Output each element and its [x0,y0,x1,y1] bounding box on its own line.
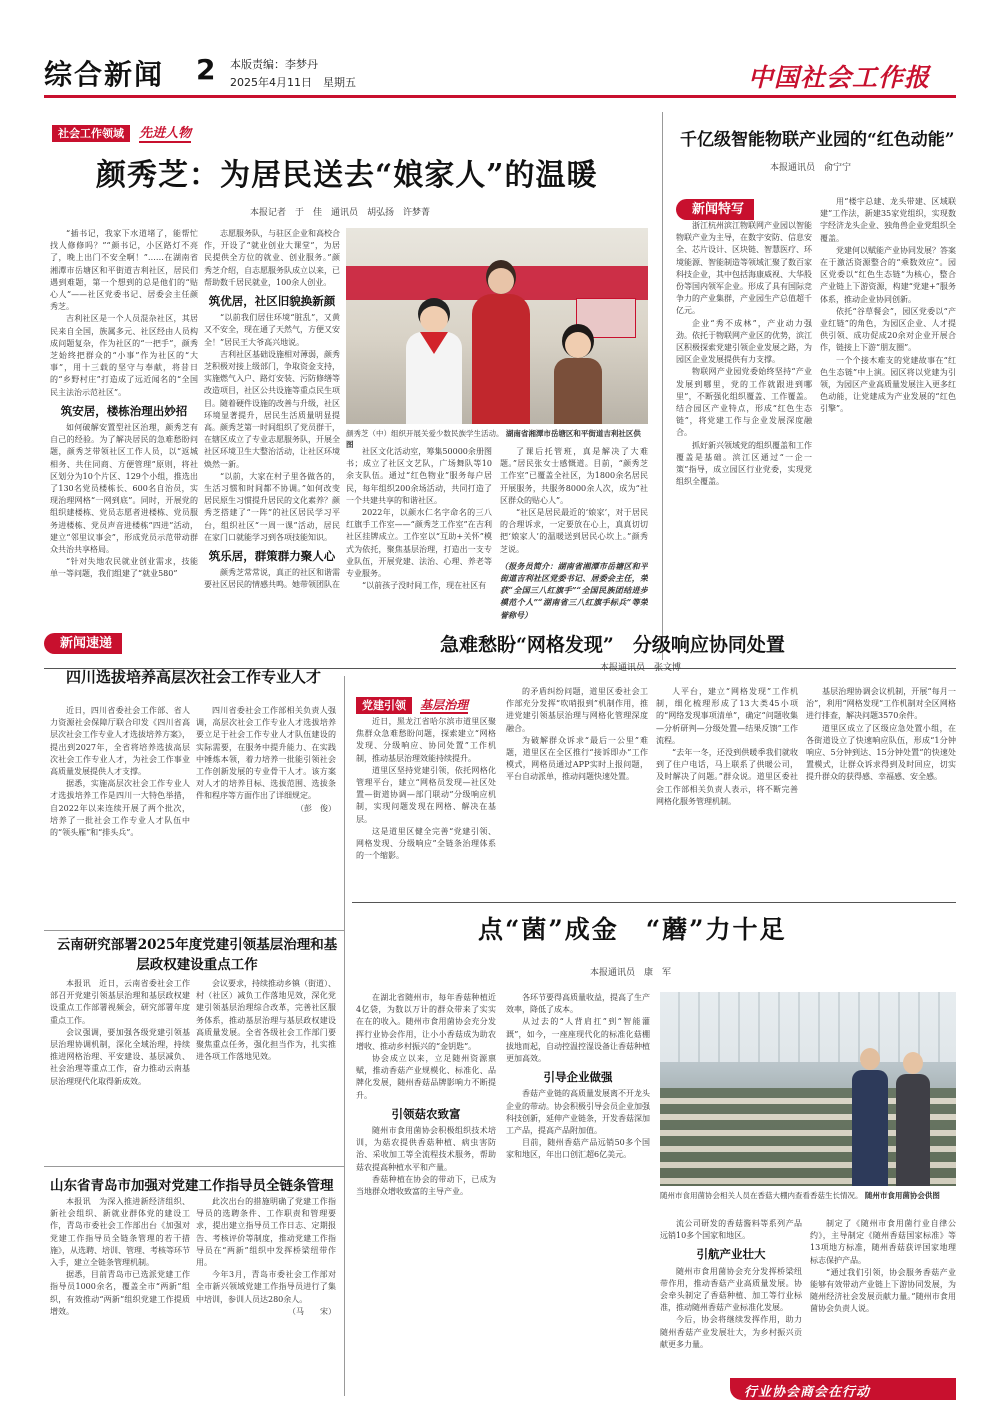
paragraph: 人平台，建立“网格发现”工作机制，细化梳理形成了13大类45小项的“网络发现事项清单”，确定“问题收集—分析研判—分级处置—结果反馈”工作流程。 [656,687,798,745]
paragraph: 流公司研发的香菇酱料等系列产品远销10多个国家和地区。 [660,1219,802,1241]
signature: （彭 俊） [296,803,336,813]
brief-2-col-a [50,978,190,1162]
paragraph: “以前孩子没时间工作，现在社区有 [362,581,487,591]
grid-col-2 [506,686,648,894]
paragraph: 会议强调，要加强各级党建引领基层治理协调机制，深化全域治理，持续推进网格治理、平安建设、基层减负、社会治理等重点工作，奋力推动云南基层治理现代化取得新成效。 [50,1027,190,1086]
person-girl [550,324,606,424]
brief-3-col-b [196,1196,336,1396]
subhead: 引导企业做强 [543,1070,613,1085]
paragraph: 浙江杭州滨江物联网产业园以智能物联产业为主导，在数字安防、信息安全、芯片设计、区块链、智慧医疗、环境能源、智能制造等领域汇聚了数百家科技企业，其中包括海康威视、大华股份等国内领军企业。形成了具有国际竞争力的产业集群，产业园生产总值超千亿元。 [676,221,812,316]
grid-byline: 本报通讯员 张文博 [600,663,682,673]
paragraph: 近日，黑龙江省哈尔滨市道里区聚焦群众急难愁盼问题，探索建立“网格发现、分级响应、协同处置”工作机制，推动基层治理效能持续提升。 [356,717,496,763]
divider [344,676,345,1396]
grid-col-3 [656,686,798,894]
footer-tag [730,1378,956,1400]
paragraph: 2022年，以颜水仁名字命名的三八红旗手工作室——“颜秀芝工作室”在吉利社区挂牌成立。工作室以“互助+关怀”模式为依托，聚焦基层治理，打造出一支专业队伍，开展党建、法治、心理、养老等专业服务。 [346,508,492,579]
paper-logo: 中国社会工作报 [748,63,931,92]
paragraph: 道里区坚持党建引领，依托网格化管理平台，建立“网格员发现—社区处置—街道协调—部门联动”分级响应机制，实现问题发现在网格、解决在基层。 [356,765,496,824]
section-title: 综合新闻 [44,58,165,91]
brief-title-1: 四川选拔培养高层次社会工作专业人才 [66,668,322,686]
grid-col-1 [356,716,496,894]
paragraph: “以前，大家在村子里各做各的，生活习惯和时间都不协调。”如何改变居民原生习惯提升居民的文化素养？颜秀芝搭建了“一阵”的社区居民学习平台，组织社区“一周一课”活动，居民在家门口就能学习到各项技能知识。 [204,471,340,542]
masthead [0,0,1000,100]
mushroom-photo [660,992,956,1186]
person-boy [404,298,464,424]
brief-2-col-b [196,978,336,1162]
mushroom-col-1 [356,992,496,1358]
paragraph: 党建何以赋能产业协同发展？答案在于激活资源整合的“乘数效应”。园区党委以“红色生态链”为核心，整合产业链上下游资源，构建“党建+”服务体系，推动企业协同创新。 [820,245,956,304]
paragraph: 物联网产业园党委始终坚持“产业发展到哪里，党的工作就跟进到哪里”，不断强化组织覆盖、工作覆盖。结合园区产业特点，形成“红色生态链”，将党建工作与企业发展深度融合。 [676,367,812,438]
photo-credit: 随州市食用菌协会供图 [864,1191,940,1200]
masthead-rule [44,95,956,98]
paragraph: 吉利社区基础设施相对薄弱，颜秀芝积极对接上级部门，争取资金支持，实施燃气入户、路灯安装、污防修缮等改造项目，社区公共设施等重点民生项目。随着硬件设施的改善与升级，社区环境显著提升，居民生活质量明显提高。颜秀芝第一时间组织了党员群干，在辖区成立了专业志愿服务队，开展全社区环境卫生大整治活动，让社区环境焕然一新。 [204,349,340,469]
paragraph: 会议要求，持续推动乡镇（街道）、村（社区）减负工作落地见效，深化党建引领基层治理综合改革，完善社区服务体系，推动基层治理与基层政权建设高质量发展。全省各级社会工作部门要聚焦重点任务，强化担当作为，扎实推进各项工作落地见效。 [196,979,336,1062]
right-tag [676,198,754,217]
mushroom-photo-caption [660,1190,956,1201]
brief-tag [44,632,122,651]
paragraph: 据悉，目前青岛市已选派党建工作指导员1000余名，覆盖全市“两新”组织，有效推动“两新”组织党建工作提质增效。 [50,1270,190,1316]
photo-credit: 湖南省湘潭市岳塘区和平街道吉利社区供图 [346,429,641,449]
paragraph: “针对失地农民就业创业需求，技能单一等问题，我们组建了“就业580” [50,557,198,579]
paragraph: 制定了《随州市食用菌行业自律公约》，主导制定《随州香菇国家标准》等13项地方标准，随州香菇获评国家地理标志保护产品。 [810,1219,956,1265]
news-feature-badge: 新闻特写 [676,199,754,220]
page-number: 2 [196,53,216,86]
paragraph: 抓好新兴领域党的组织覆盖和工作覆盖是基础。滨江区通过“一企一策”指导，成立园区行业党委，实现党组织全覆盖。 [676,440,812,487]
editor: 本版责编：李梦丹 [230,58,318,71]
footer-tag-text: 行业协会商会在行动 [744,1385,871,1400]
paragraph: 这是道里区健全完善“党建引领、网格发现、分级响应”全链条治理体系的一个缩影。 [356,826,496,861]
paragraph: 企业“秀不成林”，产业动力强劲。依托于物联网产业区的优势，滨江区积极探索党建引领企业发展之路，为园区企业发展提供有力支撑。 [676,318,812,365]
paragraph: 为破解群众诉求“最后一公里”难题，道里区在全区推行“接诉即办”工作模式，网格员通过APP实时上报问题，平台自动派单，推动问题快速处置。 [506,735,648,782]
paragraph: “插书记，我家下水道堵了，能帮忙找人修修吗？”“颜书记，小区路灯不亮了，晚上出门不安全啊！”……在湖南省湘潭市岳塘区和平街道吉利社区，居民们遇到难题，第一个想到的总是他们的“贴心人”——社区党委书记、居委会主任颜秀芝。 [50,229,198,312]
paragraph: “以前我们居住环境“脏乱”，又黄又不安全，现在通了天然气，方便又安全！”居民王大爷高兴地说。 [204,313,340,347]
paragraph: 依托“谷草餐会”，园区党委以“产业红链”的角色，为园区企业、人才提供引领、成功促成20余对企业开展合作，链接上下游“朋友圈”。 [820,306,956,353]
subhead: 筑优居，社区旧貌换新颜 [208,294,336,309]
subhead: 引领菇农致富 [391,1106,461,1121]
person-guide [850,1048,890,1186]
lead-photo [346,228,648,424]
paragraph: 吉利社区是一个人员混杂社区，其居民来自全国，族属多元、社区经由人员构成问题复杂，作为社区的“一把手”，颜秀芝始终把群众的“小事”作为社区的“大事”，用十三载的坚守与奉献，将昔日的“乡野村庄”打造成了远近闻名的“全国民主法治示范社区”。 [50,314,198,397]
issue-date: 2025年4月11日 星期五 [230,76,356,89]
lead-col-2 [204,228,340,660]
paragraph: 协会成立以来，立足随州资源禀赋，推动香菇产业规模化、标准化、品牌化发展，随州香菇品牌影响力不断提升。 [356,1054,496,1100]
subhead: 引航产业壮大 [696,1247,766,1262]
lead-label-type: 先进人物 [139,126,192,141]
lead-label-tag: 社会工作领域 [52,125,130,142]
paragraph: “通过我们引领，协会服务香菇产业能够有效带动产业链上下游协同发展，为随州经济社会发展贡献力量。”随州市食用菌协会负责人说。 [810,1267,956,1314]
paragraph: 据悉，实施高层次社会工作专业人才选拔培养工作是四川一大特色举措，自2022年以来连续开展了两个批次，培养了一批社会工作专业人才队伍中的“领头雁”和“排头兵”。 [50,779,190,838]
right-title: 千亿级智能物联产业园的“红色动能” [680,130,955,150]
news-brief-badge: 新闻速递 [44,633,122,654]
lead-label [52,122,191,141]
paragraph: 了课后托管班，真是解决了大难题。”居民张女士感慨道。目前，“颜秀芝工作室”已覆盖全社区，为1800余名居民开展服务，共服务8000余人次，成为“社区群众的贴心人”。 [500,447,648,505]
caption-text: 随州市食用菌协会相关人员在香菇大棚内查看香菇生长情况。 [660,1191,863,1200]
paragraph: 的矛盾纠纷问题，道里区委社会工作部充分发挥“吹哨报到”机制作用，推进党建引领基层治理与网格化管理深度融合。 [506,687,648,733]
brief-1-col-b [196,705,336,925]
paragraph: “社区是居民最近的‘娘家’，对于居民的合理诉求，一定要放在心上，真真切切把‘娘家人’的温暖送到居民心坎上。”颜秀芝说。 [500,508,648,554]
subhead: 筑安居，楼栋治理出妙招 [60,403,188,418]
grid-tag-1: 党建引领 [356,697,412,714]
paragraph: 在湖北省随州市，每年香菇种植近4亿袋，为数以万计的群众带来了实实在在的收入。随州市食用菌协会充分发挥行业协会作用，让小小香菇成为助农增收、推动乡村振兴的“金钥匙”。 [356,993,496,1051]
paragraph: 本报讯 近日，云南省委社会工作部召开党建引领基层治理和基层政权建设重点工作部署视频会，研究部署年度重点工作。 [50,979,190,1025]
divider [44,1166,344,1167]
caption-text: 颜秀芝（中）组织开展关爱少数民族学生活动。 [346,429,504,438]
paragraph: 用“楼宇总建、龙头带建、区域联建”工作法，新建35家党组织，实现数字经济龙头企业、独角兽企业党组织全覆盖。 [820,197,956,243]
paragraph: 从过去的“人背肩扛”到“智能灌溉”，如今，一座座现代化的标准化菇棚拔地而起，自动控温控湿设备让香菇种植更加高效。 [506,1017,650,1064]
paragraph: 道里区成立了区级应急处置小组，在各街道设立了快速响应队伍，形成“1分钟响应、5分钟到达、15分钟处置”的快速处置模式，让群众诉求得到及时回应，切实提升群众的获得感、幸福感、安全感。 [806,723,956,782]
lead-title: 颜秀芝：为居民送去“娘家人”的温暖 [96,158,598,193]
paragraph: 各环节要得高质量收益，提高了生产效率，降低了成本。 [506,993,650,1015]
subhead: 筑乐居，群策群力聚人心 [208,549,336,564]
person-woman [466,260,536,424]
lead-col-3 [346,446,492,660]
divider [44,930,344,931]
lead-byline: 本报记者 于 佳 通讯员 胡弘扬 许梦菁 [250,208,431,218]
paragraph: 今年3月，青岛市委社会工作部对全市新兴领域党建工作指导员进行了集中培训，参训人员达280余人。 [196,1270,336,1304]
paragraph: 今后，协会将继续发挥作用，助力随州香菇产业发展壮大，为乡村振兴贡献更多力量。 [660,1315,802,1349]
lead-col-4 [500,446,648,660]
lead-col-1 [50,228,198,660]
paragraph: 志愿服务队，与驻区企业和高校合作，开设了“就业创业大课堂”，为居民提供全方位的就业、创业服务。”颜秀芝介绍，自志愿服务队成立以来，已帮助数千居民就业，100余人创业。 [204,229,340,287]
paragraph: 如何破解安置型社区治理，颜秀芝有自己的经验。为了解决居民的急难愁盼问题，颜秀芝带领社区工作人员，以“返城相务、共住同商、方便管理”原则，将社区划分为10个片区、129个小组，推选出了130名党员楼栋长、600名自治员，实现治理网格“一网到底”。同时，开展党的组织建楼栋、党员志愿者进楼栋、党员服务进楼栋、党员声音进楼栋“四进”活动，建立“邻里议事会”，形成党员示范带动群众共治共享格局。 [50,423,198,555]
right-byline: 本报通讯员 俞宁宁 [770,163,852,173]
grid-col-4 [806,686,956,894]
grid-tag-2: 基层治理 [420,698,469,712]
mushroom-col-2 [506,992,650,1358]
paragraph: 基层治理协调会议机制，开展“每月一治”，利用“网格发现”工作机制对全区网格进行排查，解决问题3570余件。 [806,687,956,721]
brief-title-2: 云南研究部署2025年度党建引领基层治理和基层政权建设重点工作 [56,937,338,973]
person-visitor [894,1052,932,1186]
paragraph: 本报讯 为深入推进新经济组织、新社会组织、新就业群体党的建设工作，青岛市委社会工作部出台《加强对党建工作指导员全链条管理的若干措施》，从选聘、培训、管理、考核等环节入手，建立全链条管理机制。 [50,1197,190,1268]
paragraph: “去年一冬，还没到供暖季我们就收到了住户电话，马上联系了供暖公司，及时解决了问题。”群众说。道里区委社会工作部相关负责人表示，将不断完善网格化服务管理机制。 [656,748,798,806]
note: （报务员简介：湖南省湘潭市岳塘区和平街道吉利社区党委书记、居委会主任，荣获“全国三八红旗手”“全国民族团结进步模范个人”“湖南省三八红旗手标兵”等荣誉称号） [500,560,648,620]
divider [352,902,956,903]
paragraph: 随州市食用菌协会充分发挥桥梁纽带作用，推动香菇产业高质量发展。协会牵头制定了香菇种植、加工等行业标准，推动随州香菇产业标准化发展。 [660,1266,802,1313]
paragraph: 香菇种植在协会的带动下，已成为当地群众增收致富的主导产业。 [356,1174,496,1197]
paragraph: 社区文化活动室，筹集50000余册图书；成立了社区文艺队，广场舞队等10余支队伍。通过“红色物业”服务每户居民，每年组织200余场活动，共同打造了一个共建共享的和谐社区。 [346,447,492,505]
grid-title: 急难愁盼“网格发现” 分级响应协同处置 [440,634,785,656]
paragraph: 香菇产业链的高质量发展离不开龙头企业的带动。协会积极引导会员企业加强科技创新，延伸产业链条，开发香菇深加工产品，提高产品附加值。 [506,1089,650,1136]
paragraph: 目前，随州香菇产品远销50多个国家和地区，年出口创汇超6亿美元。 [506,1138,650,1160]
paragraph: 此次出台的措施明确了党建工作指导员的选聘条件、工作职责和管理要求，提出建立指导员工作日志、定期报告、考核评价等制度，推动党建工作指导员在“两新”组织中发挥桥梁纽带作用。 [196,1197,336,1268]
signature: （马 宋） [288,1306,336,1316]
right-col-2 [820,196,956,660]
grid-tag [356,694,468,713]
paragraph: 一个个接木难支的党建故事在“红色生态链”中上演。园区将以党建为引领，为园区产业高质量发展注入更多红色动能，让党建成为产业发展的“红色引擎”。 [820,355,956,414]
mushroom-byline: 本报通讯员 康 军 [590,968,672,978]
paragraph: 近日，四川省委社会工作部、省人力资源社会保障厅联合印发《四川省高层次社会工作专业人才选拔培养方案》，提出到2027年，全省将培养选拔高层次社会工作专业人才，为社会工作事业高质量发展提供人才支撑。 [50,706,190,777]
mushroom-title: 点“菌”成金 “蘑”力十足 [478,915,787,944]
mushroom-col-4 [810,1218,956,1374]
brief-title-3: 山东省青岛市加强对党建工作指导员全链条管理 [50,1178,334,1194]
mushroom-col-3 [660,1218,802,1394]
divider [662,112,663,660]
paragraph: 颜秀芝常常说，真正的社区和谐需要社区居民的情感共鸣。她带领团队在 [204,568,340,590]
brief-1-col-a [50,705,190,925]
right-col-1 [676,220,812,660]
paragraph: 四川省委社会工作部相关负责人强调，高层次社会工作专业人才选拔培养要立足于社会工作专业人才队伍建设的实际需要，在服务中提升能力、在实践中锤炼本领，着力培养一批能引领社会工作创新发展的专业骨干人才。该方案对人才的培养目标、选拔范围、选拔条件和程序等方面作出了详细规定。 [196,706,336,801]
brief-3-col-a [50,1196,190,1396]
paragraph: 随州市食用菌协会积极组织技术培训，为菇农提供香菇种植、病虫害防治、采收加工等全流程技术服务，帮助菇农提高种植水平和产量。 [356,1126,496,1172]
